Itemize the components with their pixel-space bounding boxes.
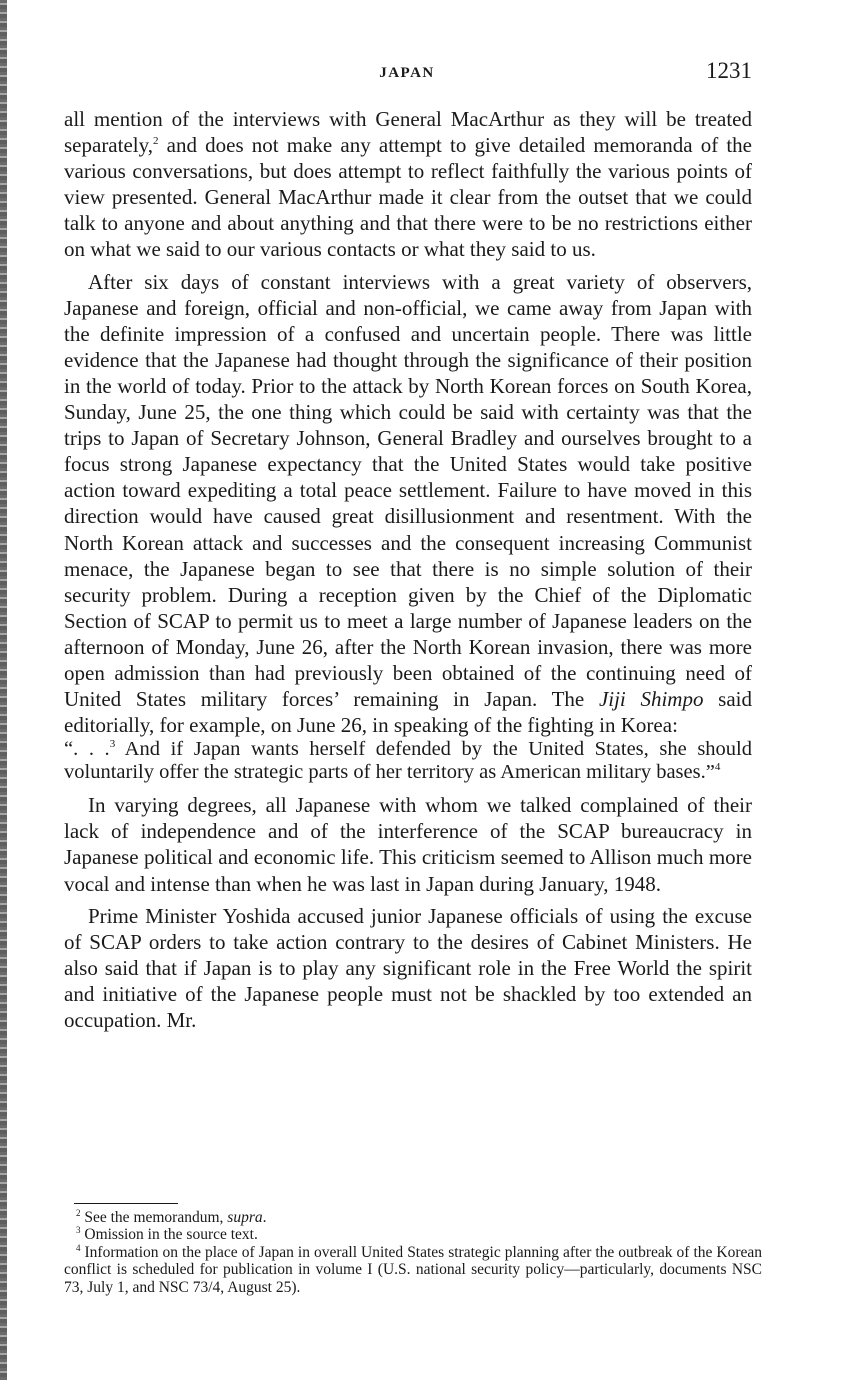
running-title: JAPAN — [379, 65, 435, 81]
newspaper-title: Jiji Shimpo — [598, 687, 704, 712]
paragraph-1: all mention of the interviews with General MacArthur as they will be treated separately,$^2$ and does not make any attempt to give detailed memoranda of the various conversations, but does attempt to reflect faithfully the various points of view presented. General MacArthur made it clear from the outset that we could talk to anyone and about anything and that there were to be no restrictions either on what we said to our various contacts or what they said to us. — [64, 107, 752, 262]
page-number: 1231 — [706, 58, 752, 83]
block-quote: “. . .$^3$ And if Japan wants herself defended by the United States, she should voluntarily offer the strategic parts of her territory as American military bases.”$^4$ — [64, 738, 752, 784]
footnote-ref: 3 — [109, 738, 116, 751]
footnote-rule — [74, 1203, 178, 1204]
body-text — [64, 106, 752, 1033]
running-head — [62, 58, 752, 92]
paragraph-2: After six days of constant interviews with a great variety of observers, Japanese and foreign, official and non-official, we came away from Japan with the definite impression of a confused and uncertain people. There was little evidence that the Japanese had thought through the significance of their position in the world of today. Prior to the attack by North Korean forces on South Korea, Sunday, June 25, the one thing which could be said with certainty was that the trips to Japan of Secretary Johnson, General Bradley and ourselves brought to a focus strong Japanese expectancy that the United States would take positive action toward expediting a total peace settlement. Failure to have moved in this direction would have caused great disillusionment and resentment. With the North Korean attack and successes and the consequent increasing Communist menace, the Japanese began to see that there is no simple solution of their security problem. During a reception given by the Chief of the Diplomatic Section of SCAP to permit us to meet a large number of Japanese leaders on the afternoon of Monday, June 26, after the North Korean invasion, there was more open admission than had previously been obtained of the continuing need of United States military forces’ remaining in Japan. The Jiji Shimpo said editorially, for example, on June 26, in speaking of the fighting in Korea: — [64, 269, 752, 738]
paragraph-4: Prime Minister Yoshida accused junior Japanese officials of using the excuse of SCAP orders to take action contrary to the desires of Cabinet Ministers. He also said that if Japan is to play any significant role in the Free World the spirit and initiative of the Japanese people must not be shackled by too extended an occupation. Mr. — [64, 903, 752, 1032]
footnote-ref: 4 — [714, 761, 721, 774]
scan-edge — [0, 0, 7, 1380]
footnotes — [64, 1209, 762, 1296]
paragraph-3: In varying degrees, all Japanese with whom we talked complained of their lack of independence and of the interference of the SCAP bureaucracy in Japanese political and economic life. This criticism seemed to Allison much more vocal and intense than when he was last in Japan during January, 1948. — [64, 793, 752, 896]
footnote-3: $^3$ Omission in the source text. — [76, 1225, 258, 1244]
footnote-4: $^4$ Information on the place of Japan in overall United States strategic planning after the outbreak of the Korean conflict is scheduled for publication in volume I (U.S. national security policy—particularly, documents NSC 73, July 1, and NSC 73/4, August 25). — [64, 1242, 763, 1296]
footnote-2: $^2$ See the memorandum, supra. — [76, 1207, 267, 1226]
footnote-ref: 2 — [153, 135, 159, 148]
